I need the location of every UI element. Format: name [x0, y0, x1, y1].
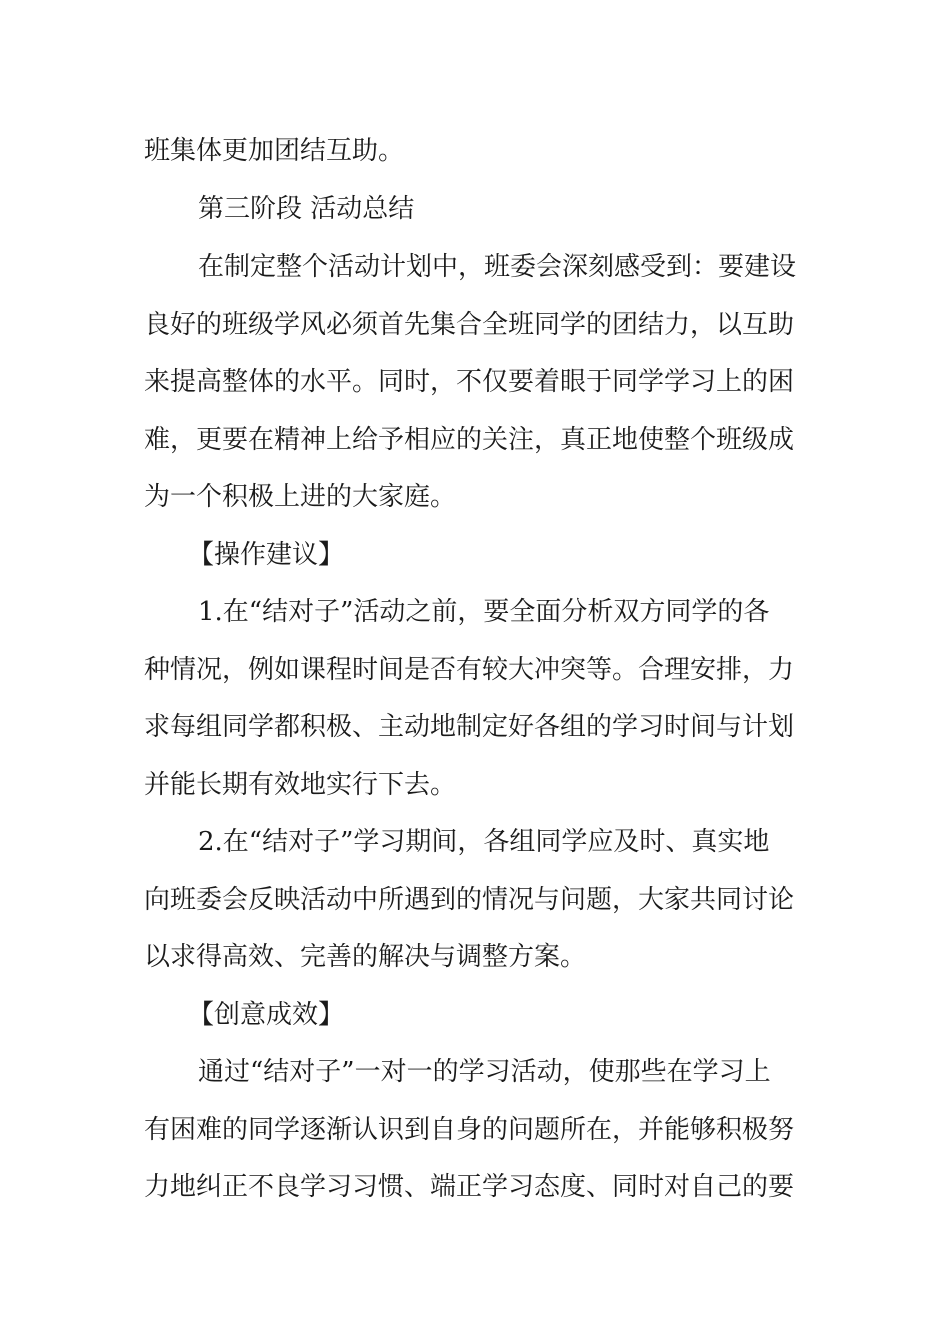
- paragraph-line: 力地纠正不良学习习惯、端正学习态度、同时对自己的要: [144, 1172, 795, 1202]
- paragraph-line: 良好的班级学风必须首先集合全班同学的团结力，以互助: [144, 310, 795, 340]
- paragraph-line: 有困难的同学逐渐认识到自身的问题所在，并能够积极努: [144, 1115, 795, 1145]
- paragraph-line: 种情况，例如课程时间是否有较大冲突等。合理安排，力: [144, 655, 795, 685]
- paragraph-line: 为一个积极上进的大家庭。: [144, 482, 457, 512]
- paragraph-line: 求每组同学都积极、主动地制定好各组的学习时间与计划: [144, 712, 795, 742]
- paragraph-line: 在制定整个活动计划中，班委会深刻感受到：要建设: [198, 252, 797, 282]
- paragraph-line: 以求得高效、完善的解决与调整方案。: [144, 942, 587, 972]
- paragraph-line: 班集体更加团结互助。: [144, 136, 405, 166]
- paragraph-line: 2.在“结对子”学习期间，各组同学应及时、真实地: [198, 827, 770, 857]
- section-heading: 【创意成效】: [188, 1000, 345, 1030]
- section-heading: 【操作建议】: [188, 540, 345, 570]
- paragraph-line: 通过“结对子”一对一的学习活动，使那些在学习上: [198, 1057, 771, 1087]
- paragraph-line: 并能长期有效地实行下去。: [144, 770, 457, 800]
- paragraph-line: 向班委会反映活动中所遇到的情况与问题，大家共同讨论: [144, 885, 795, 915]
- section-heading: 第三阶段 活动总结: [198, 194, 415, 224]
- paragraph-line: 1.在“结对子”活动之前，要全面分析双方同学的各: [198, 597, 770, 627]
- paragraph-line: 难，更要在精神上给予相应的关注，真正地使整个班级成: [144, 425, 795, 455]
- paragraph-line: 来提高整体的水平。同时，不仅要着眼于同学学习上的困: [144, 367, 795, 397]
